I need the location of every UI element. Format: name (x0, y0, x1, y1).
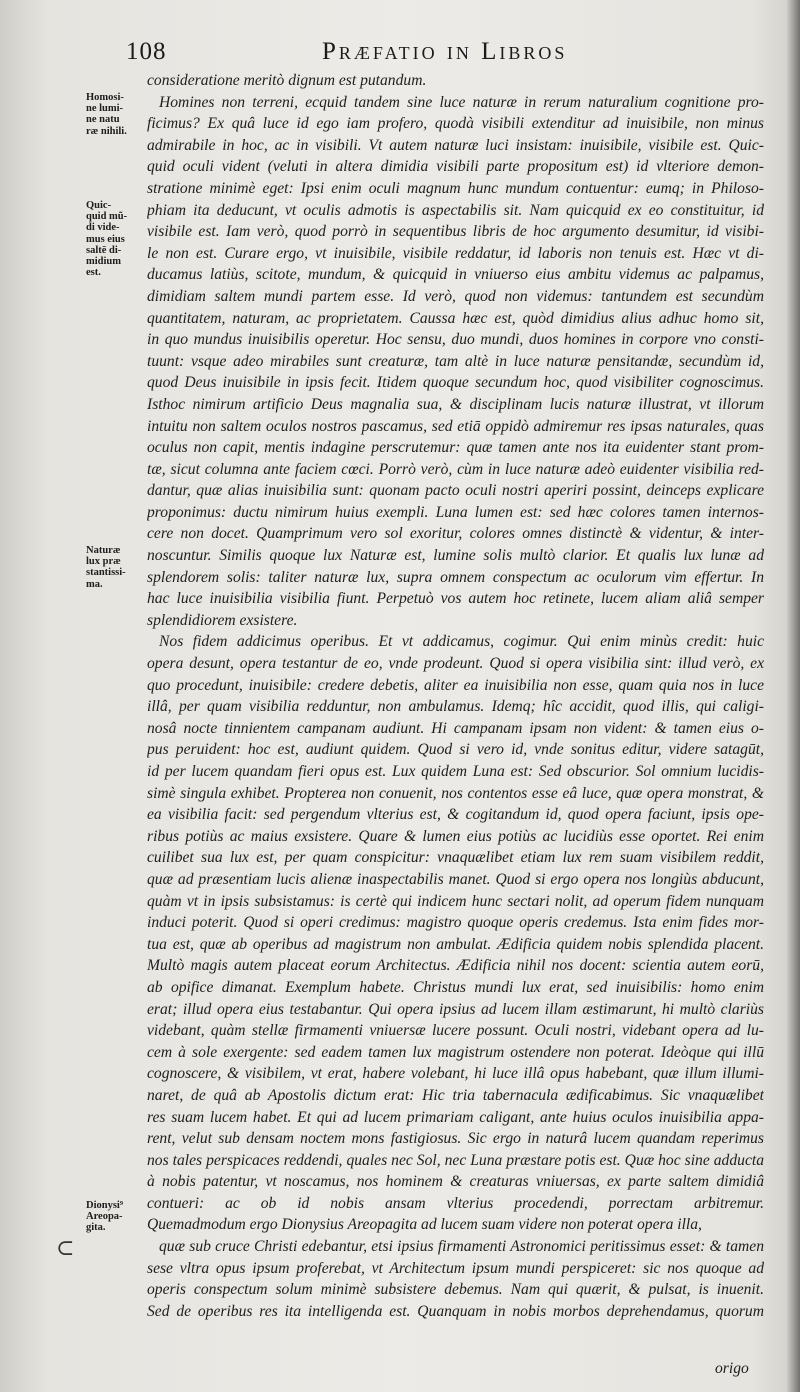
margin-note-naturae (86, 545, 146, 590)
text-line (147, 1322, 764, 1344)
text-line: noscuntur. Similis quoque lux Naturæ est, lumine solis multò clarior. Et qualis lux lunæ ad (147, 547, 764, 565)
margin-note-line: ne lumi- (86, 103, 124, 115)
text-line: sese vltra opus ipsum proferebat, vt Architectum ipsum mundi perspiceret: sic nos quoque ad (147, 1259, 764, 1277)
text-line: nosâ nocte tinnientem campanam audiunt. Hi campanam ipsam non vident: & tamen eius o- (147, 719, 764, 737)
margin-note-line: di vide- (86, 222, 120, 234)
text-line: naret, de quâ ab Apostolis dictum erat: Hic tria tabernacula ædificabimus. Sic vnaquælibet (147, 1086, 764, 1104)
text-line: dantur, quæ alias inuisibilia sunt: quonam pacto oculi nostri aperiri possint, deinceps explicare (147, 482, 764, 500)
text-line: quod Deus inuisibile in ipsis fecit. Itidem quoque secundum hoc, quod visibiliter cognoscimus. (147, 374, 764, 392)
text-line: visibile est. Iam verò, quod porrò in sequentibus libris de hoc argumento desumitur, id visibi- (147, 223, 764, 241)
margin-note-line: stantissi- (86, 567, 126, 579)
page-number: 108 (126, 38, 167, 65)
text-line: oculus non capit, mentis indagine perscrutemur: quæ tamen ante nos ita euidenter stant prom- (147, 439, 764, 457)
margin-note-line: ma. (86, 578, 103, 590)
text-line: contueri: ac ob id nobis ansam vlterius procedendi, porrectam arbitremur. (147, 1194, 764, 1212)
margin-note-line: midium (86, 256, 122, 268)
text-line: ab opifice dimanat. Exemplum habete. Christus mundi lux erat, sed inuisibilis: homo enim (147, 978, 764, 996)
text-line: cuilibet sua lux est, per quam conspicitur: vnaquælibet etiam lux rem suam visibilem reddit, (147, 849, 764, 867)
text-line: pus peruident: hoc est, audiunt quidem. Quod si vero id, vnde sonitus editur, videre satagūt, (147, 741, 764, 759)
body-text (147, 70, 764, 1344)
bracket-mark: ⊂ (56, 1235, 75, 1260)
page-header (122, 38, 762, 74)
text-line: cere non docet. Quamprimum vero sol exoritur, colores omnes distinctè & videntur, & inter- (147, 525, 764, 543)
text-line: res suam lucem habet. Et qui ad lucem primariam caligant, ante huius oculos inuisibilia appa- (147, 1108, 764, 1126)
margin-note-line: est. (86, 267, 101, 279)
text-line: tua est, quæ ab operibus ad magistrum non ambulat. Ædificia quidem nobis splendida placent. (147, 935, 764, 953)
text-line: cognoscere, & visibilem, vt erat, habere volebant, hi luce illâ opus habebant, quæ illum illumi- (147, 1065, 764, 1083)
text-line: simè singula exhibet. Propterea non conuenit, nos contentos esse eâ luce, quæ opera monstrat, & (147, 784, 764, 802)
text-line: quæ ad præsentiam lucis alienæ inaspectabilis manet. Quod si ergo opera nos longiùs abducunt, (147, 870, 764, 888)
margin-note-homo (86, 92, 146, 137)
text-line: phiam ita deducunt, vt oculis admotis is aspectabilis sit. Nam quicquid ex eo constituitur, id (147, 201, 764, 219)
margin-note-line: ræ nihili. (86, 125, 127, 137)
margin-note-line: quid mũ- (86, 211, 128, 223)
text-line: illâ, per quam visibilia redduntur, non ambulamus. Idemq; hîc accidit, quod illis, qui caligi- (147, 698, 764, 716)
text-line: operis conspectum solum minimè subsistere debemus. Nam qui quærit, & pulsat, is inuenit. (147, 1281, 764, 1299)
text-line: intuitu non saltem oculos nostros pascamus, sed etiā oppidò admiremur res ipsas naturales, quas (147, 417, 764, 435)
text-line: Sed de operibus res ita intelligenda est. Quanquam in nobis morbos deprehendamus, quorum (147, 1302, 764, 1320)
text-line: à nobis patentur, vt noscamus, nos hominem & creaturas vniuersas, ex parte saltem dimidiâ (147, 1173, 764, 1191)
margin-note-line: lux præ (86, 556, 121, 568)
text-line: Isthoc nimirum artificio Deus magnalia sua, & disciplinam lucis naturæ illustrat, vt illorum (147, 395, 764, 413)
text-line: tæ, sicut columna ante faciem cœci. Porrò verò, cùm in luce naturæ adeò euidenter visibilia red- (147, 460, 764, 478)
margin-note-line: Quic- (86, 200, 112, 211)
text-line: Quemadmodum ergo Dionysius Areopagita ad lucem suam videre non poterat opera illa, (147, 1216, 702, 1234)
text-line: splendorem solis: taliter naturæ lux, supra omnem conspectum ac oculorum vim effertur. In (147, 568, 764, 586)
text-line: stratione minimè eget: Ipsi enim oculi magnum hunc mundum contuentur: eumq; in Philoso- (147, 179, 764, 197)
text-line: id per lucem quandam fieri opus est. Lux quidem Luna est: Sed obscurior. Sol omnium lucidis- (147, 763, 764, 780)
catchword: origo (715, 1360, 749, 1377)
text-line: erat; illud opera eius testabantur. Qui opera ipsius ad lucem illam æstimarunt, hi multò clariùs (147, 1000, 764, 1018)
text-line: splendidiorem exsistere. (147, 611, 298, 629)
text-line: induci poterit. Quod si operi credimus: magistro quoque operis credemus. Ista enim fides mor- (147, 914, 764, 932)
margin-note-line: mus eius (86, 233, 125, 245)
text-line: Nos fidem addicimus operibus. Et vt addicamus, cogimur. Qui enim minùs credit: huic (159, 633, 764, 651)
text-line: admirabile in hoc, ac in visibili. Vt autem naturæ luci insistam: inuisibile, visibile est. Quic- (147, 136, 764, 154)
text-line: in quo mundus inuisibilis operetur. Hoc sensu, duo mundi, duos homines in corpore vno consti- (147, 331, 764, 349)
text-line: Multò magis autem placeat eorum Architectus. Ædificia nihil nos docent: scientia autem eorū, (147, 957, 764, 975)
text-line: consideratione meritò dignum est putandum. (147, 72, 427, 89)
text-line: quid oculi vident (veluti in altera dimidia visibili parte propositum est) id vlteriore demon- (147, 158, 764, 176)
margin-note-line: gita. (86, 1222, 106, 1234)
margin-note-line: Homosi- (86, 92, 124, 103)
text-line: rent, velut sub densam noctem mons fastigiosus. Sic ergo in naturâ lucem quandam reperimus (147, 1130, 764, 1148)
margin-note-line: Areopa- (86, 1211, 123, 1223)
text-line: nos tales perspicaces reddendi, quales nec Sol, nec Luna præstare potis est. Quæ hoc sine adducta (147, 1151, 764, 1169)
text-line: quæ sub cruce Christi edebantur, etsi ipsius firmamenti Astronomici peritissimus esset: & tamen (159, 1238, 764, 1256)
text-line: quantitatem, naturam, ac proprietatem. Caussa hæc est, quòd dimidius alius adhuc homo sit, (147, 309, 764, 327)
text-line: hac luce inuisibilia visibilia fiunt. Perpetuò vos autem hoc retinete, lucem aliam aliâ semper (147, 590, 764, 608)
running-title: Præfatio in Libros (322, 38, 568, 65)
text-line: cem à sole exergente: sed eadem tamen lux magistrum ostendere non poterat. Ideòque qui illū (147, 1043, 764, 1061)
text-line: quàm vt in ipsis subsistamus: is certè qui indicem hunc sectari nolit, ad operum fidem nunquam (147, 892, 764, 910)
text-line: ducamus latiùs, scitote, mundum, & quicquid in vniuerso eius ambitu videmus ac palpamus, (147, 266, 764, 284)
margin-note-line: Naturæ (86, 545, 121, 556)
margin-note-quicquid (86, 200, 146, 278)
text-line: quo procedunt, inuisibile: credere debetis, aliter ea inuisibilia non esse, quam quia nos in luce (147, 676, 764, 694)
margin-note-dionysius (86, 1200, 146, 1234)
text-line: ea visibilia facit: sed pergendum vlterius est, & cogitandum id, quod opera faciunt, ipsis ope- (147, 806, 764, 824)
margin-note-line: Dionysi⁹ (86, 1200, 123, 1211)
text-line: proponimus: ductu nimirum huius exempli. Luna lumen est: sed hæc colores tamen internos- (147, 503, 764, 521)
text-line: ficimus? Ex quâ luce id ego iam profero, quodà visibili extenditur ad inuisibile, non minus (147, 115, 764, 133)
text-line: videbant, quàm stellæ firmamenti vniuersæ lucere possunt. Oculi nostri, videbant opera ad lu- (147, 1022, 764, 1040)
text-line: ribus potiùs ac maius exsistere. Quare & lumen eius potiùs ac lucidiùs esse oportet. Rei enim (147, 827, 764, 845)
margin-note-line: saltē di- (86, 244, 122, 256)
text-line: le non est. Curare ergo, vt inuisibile, visibile reddatur, id laboris non tenuis est. Hæc vt di- (147, 244, 764, 262)
text-line: Homines non terreni, ecquid tandem sine luce naturæ in rerum naturalium cognitione pro- (159, 93, 764, 111)
text-line: opera desunt, opera testantur de eo, vnde prodeunt. Quod si opera visibilia sint: illud verò, ex (147, 655, 764, 673)
text-line: dimidiam saltem mundi partem esse. Id verò, quod non videmus: tantundem est secundùm (147, 287, 764, 305)
text-line: tuunt: vsque adeo mirabiles sunt creaturæ, tam altè in luce naturæ pensitandæ, secundùm id, (147, 352, 764, 370)
margin-note-line: ne natu (86, 114, 120, 126)
gutter-shadow (786, 0, 800, 1392)
